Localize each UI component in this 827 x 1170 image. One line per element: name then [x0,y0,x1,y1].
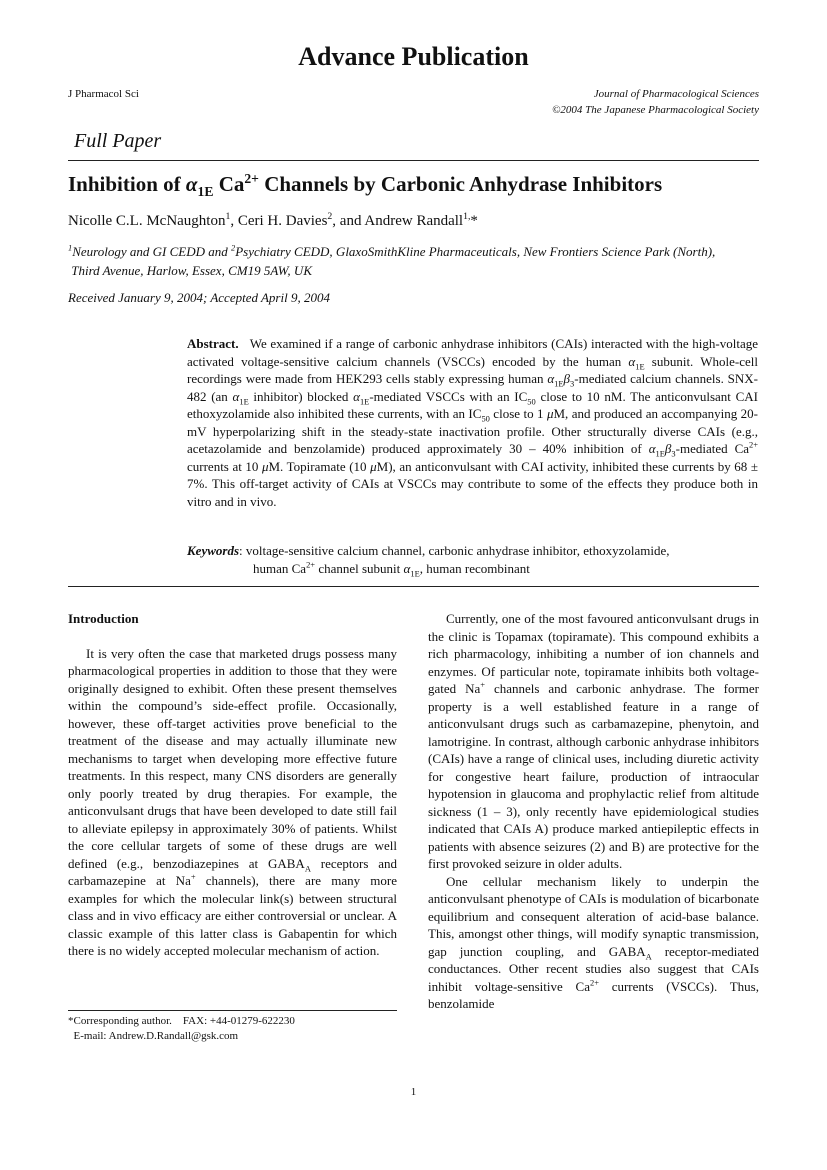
advance-publication-banner: Advance Publication [298,42,529,71]
author-list: Nicolle C.L. McNaughton$^1$, Ceri H. Davies$^2$, and Andrew Randall$^{1,}$* [68,211,478,229]
article-title: Inhibition of $\alpha_{1E}$ $Ca^{2+}$ Channels by Carbonic Anhydrase Inhibitors [68,171,663,200]
footnote [68,1014,397,1044]
article-type: Full Paper [74,130,162,152]
journal-name: Journal of Pharmacological Sciences [593,88,759,100]
footnote-corresponding: *Corresponding author. FAX: +44-01279-622230 [68,1015,295,1027]
copyright-line: ©2004 The Japanese Pharmacological Society [552,104,759,116]
abstract [187,335,758,510]
header-divider [68,160,759,161]
keywords [187,542,758,577]
intro-paragraph-1: It is very often the case that marketed drugs possess many pharmacological properties in addition to those that they were originally designed to exhibit. Often these present themselves within the compound’s side-effect profile. Occasionally, however, these off-target activities prove beneficial to the treatment of the disease and may actually illuminate new mechanisms to target when developing more effective future treatments. In this respect, many CNS disorders are generally only poorly treated by drug therapies. For example, the anticonvulsant drugs that have been developed to date still fail to alleviate epilepsy in approximately 30% of patients. Whilst the core cellular targets of some of these drugs are well defined (e.g., benzodiazepines at $GABA_A$ receptors and carbamazepine at Na+ channels), there are many more examples for which the molecular link(s) between structural class and in vivo efficacy are either controversial or unclear. A classic example of this latter class is Gabapentin for which there is no widely accepted molecular mechanism of action. [68,645,397,958]
affiliation: $^1$Neurology and GI CEDD and $^2$Psychiatry CEDD, GlaxoSmithKline Pharmaceuticals, New Frontiers Science Park (North), Third Avenue, Harlow, Essex, CM19 5AW, UK [68,242,716,278]
keywords-label: Keywords [187,543,239,558]
introduction-heading: Introduction [68,611,139,626]
journal-abbreviation: J Pharmacol Sci [68,88,139,100]
right-column [428,610,759,1013]
intro-paragraph-3: One cellular mechanism likely to underpin the anticonvulsant phenotype of CAIs is modulation of bicarbonate equilibrium and consequent alteration of acid-base balance. This, amongst other things, will modify synaptic transmission, gap junction coupling, and $GABA_A$ receptor-mediated conductances. Other recent studies also suggest that CAIs inhibit voltage-sensitive $Ca^{2+}$ currents (VSCCs). Thus, benzolamide [428,873,759,1011]
page-number: 1 [410,1086,417,1098]
abstract-label: Abstract. [187,336,239,351]
left-column [68,610,397,960]
received-dates: Received January 9, 2004; Accepted April 9, 2004 [68,290,330,305]
keywords-text: : voltage-sensitive calcium channel, carbonic anhydrase inhibitor, ethoxyzolamide, human $Ca^{2+}$ channel subunit $\alpha_{1E}$, human recombinant [239,543,670,579]
intro-paragraph-2: Currently, one of the most favoured anticonvulsant drugs in the clinic is Topamax (topiramate). This compound exhibits a rich pharmacology, inhibiting a number of ion channels and enzymes. Of particular note, topiramate inhibits both voltage-gated Na+ channels and carbonic anhydrase. The former property is a well established feature in a range of anticonvulsant drugs such as carbamazepine, phenytoin, and lamotrigine. In contrast, although carbonic anhydrase inhibitors (CAIs) have a range of clinical uses, including diuretic activity for congestive heart failure, production of intraocular hypotension in glaucoma and prophylactic relief from altitude sickness (1 – 3), only recently have epidemiological studies indicated that CAIs A) produce marked antiepileptic effects in patients with absence seizures (2) and B) are protective for the first provoked seizure in older adults. [428,611,760,871]
footnote-email: E-mail: Andrew.D.Randall@gsk.com [68,1030,239,1042]
footnote-divider [68,1010,397,1011]
abstract-divider [68,586,759,587]
abstract-text: We examined if a range of carbonic anhydrase inhibitors (CAIs) interacted with the high-voltage activated voltage-sensitive calcium channels (VSCCs) encoded by the human $\alpha_{1E}$ subunit. Whole-cell recordings were made from HEK293 cells stably expressing human $\alpha_{1E}\beta_3$-mediated calcium channels. SNX-482 (an $\alpha_{1E}$ inhibitor) blocked $\alpha_{1E}$-mediated VSCCs with an $IC_{50}$ close to 10 nM. The anticonvulsant CAI ethoxyzolamide also inhibited these currents, with an $IC_{50}$ close to 1 μM, and produced an accompanying 20-mV hyperpolarizing shift in the steady-state inactivation profile. Other structurally diverse CAIs (e.g., acetazolamide and benzolamide) produced approximately 30 – 40% inhibition of $\alpha_{1E}\beta_3$-mediated $Ca^{2+}$ currents at 10 μM. Topiramate (10 μM), an anticonvulsant with CAI activity, inhibited these currents by 68 ± 7%. This off-target activity of CAIs at VSCCs may contribute to some of the effects they produce both in vitro and in vivo. [187,336,759,509]
